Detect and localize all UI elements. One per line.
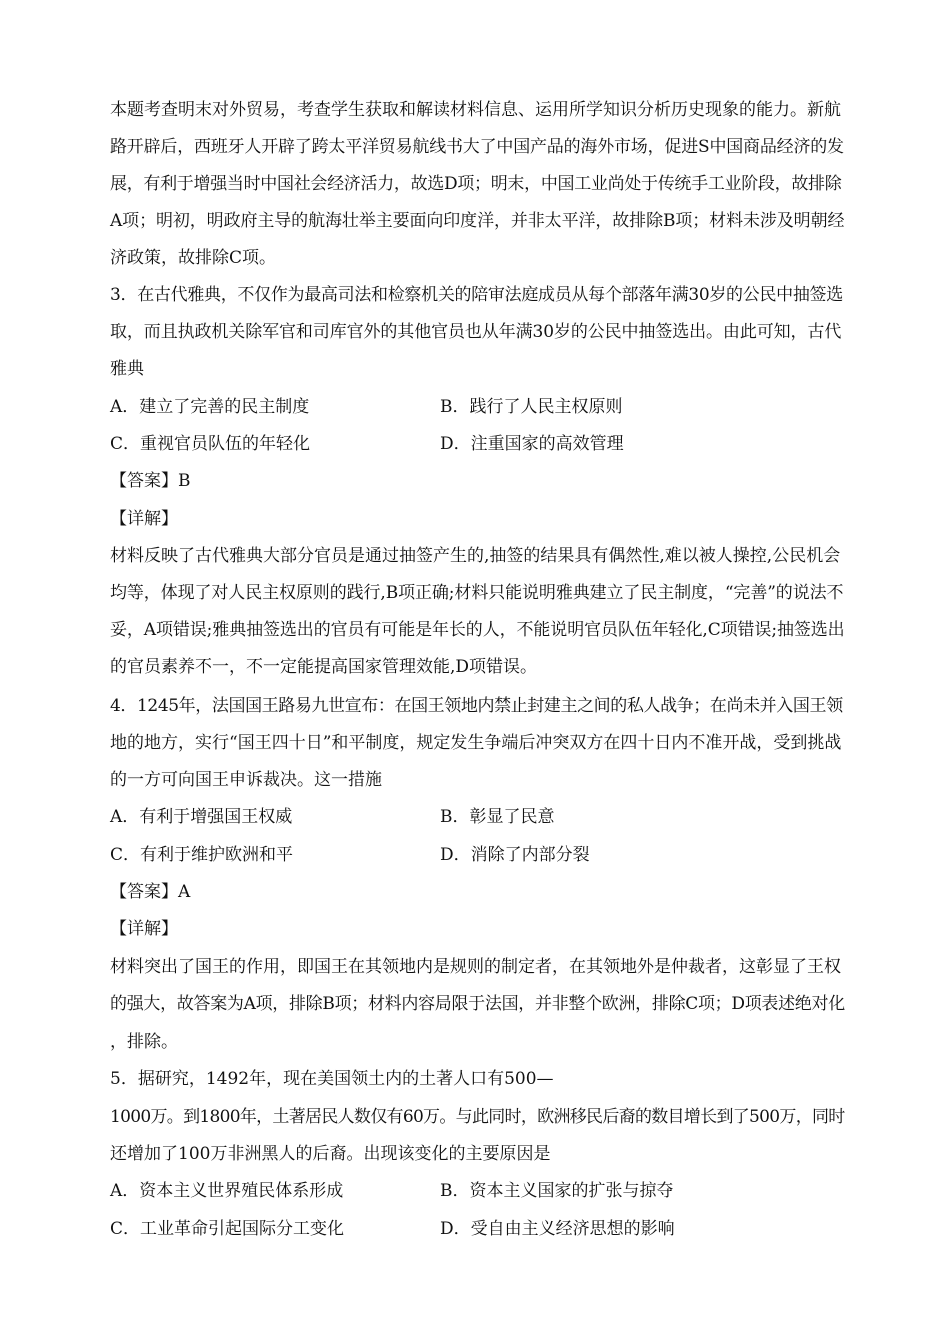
q3-detail-line-2: 均等，体现了对人民主权原则的践行,B项正确;材料只能说明雅典建立了民主制度，“完善”的说法不 (110, 583, 844, 603)
intro-line-3: 展，有利于增强当时中国社会经济活力，故选D项；明末，中国工业尚处于传统手工业阶段，故排除 (110, 174, 842, 194)
q3-detail-line-4: 的官员素养不一，不一定能提高国家管理效能,D项错误。 (110, 657, 538, 677)
q4-option-c: C．有利于维护欧洲和平 (110, 845, 294, 865)
q3-option-a: A．建立了完善的民主制度 (110, 397, 310, 417)
q4-detail-line-2: 的强大，故答案为A项，排除B项；材料内容局限于法国，并非整个欧洲，排除C项；D项表述绝对化 (110, 994, 845, 1014)
q5-option-d: D．受自由主义经济思想的影响 (440, 1219, 675, 1239)
intro-line-4: A项；明初，明政府主导的航海壮举主要面向印度洋，并非太平洋，故排除B项；材料未涉及明朝经 (110, 211, 845, 231)
intro-line-1: 本题考查明末对外贸易，考查学生获取和解读材料信息、运用所学知识分析历史现象的能力。新航 (110, 100, 841, 120)
q4-answer: 【答案】A (110, 882, 191, 902)
q3-detail-line-1: 材料反映了古代雅典大部分官员是通过抽签产生的,抽签的结果具有偶然性,难以被人操控,公民机会 (110, 546, 841, 566)
q3-option-b: B．践行了人民主权原则 (440, 397, 623, 417)
q3-detail-line-3: 妥，A项错误;雅典抽签选出的官员有可能是年长的人，不能说明官员队伍年轻化,C项错误;抽签选出 (110, 620, 845, 640)
intro-line-2: 路开辟后，西班牙人开辟了跨太平洋贸易航线书大了中国产品的海外市场，促进S中国商品经济的发 (110, 137, 844, 157)
q3-stem-line-2: 取，而且执政机关除军官和司库官外的其他官员也从年满30岁的公民中抽签选出。由此可知，古代 (110, 322, 842, 342)
q3-stem-line-1: 3．在古代雅典，不仅作为最高司法和检察机关的陪审法庭成员从每个部落年满30岁的公民中抽签选 (110, 285, 843, 305)
q3-option-c: C．重视官员队伍的年轻化 (110, 434, 311, 454)
intro-line-5: 济政策，故排除C项。 (110, 248, 277, 268)
q5-stem-line-3: 还增加了100万非洲黑人的后裔。出现该变化的主要原因是 (110, 1144, 551, 1164)
q4-stem-line-2: 地的地方，实行“国王四十日”和平制度，规定发生争端后冲突双方在四十日内不准开战，受到挑战 (110, 733, 842, 753)
q4-option-a: A．有利于增强国王权威 (110, 807, 293, 827)
q4-detail-line-1: 材料突出了国王的作用，即国王在其领地内是规则的制定者，在其领地外是仲裁者，这彰显了王权 (110, 957, 841, 977)
q4-detail-label: 【详解】 (110, 919, 178, 939)
q4-stem-line-3: 的一方可向国王申诉裁决。这一措施 (110, 770, 382, 790)
q3-stem-line-3: 雅典 (110, 359, 144, 379)
q5-stem-line-1: 5．据研究，1492年，现在美国领土内的土著人口有500— (110, 1069, 554, 1089)
q4-option-d: D．消除了内部分裂 (440, 845, 590, 865)
q5-stem-line-2: 1000万。到1800年，土著居民人数仅有60万。与此同时，欧洲移民后裔的数目增长到了500万，同时 (110, 1107, 845, 1127)
q5-option-c: C．工业革命引起国际分工变化 (110, 1219, 345, 1239)
q3-detail-label: 【详解】 (110, 509, 178, 529)
q4-stem-line-1: 4．1245年，法国国王路易九世宣布：在国王领地内禁止封建主之间的私人战争；在尚未并入国王领 (110, 696, 843, 716)
q5-option-b: B．资本主义国家的扩张与掠夺 (440, 1181, 674, 1201)
q5-option-a: A．资本主义世界殖民体系形成 (110, 1181, 344, 1201)
q4-option-b: B．彰显了民意 (440, 807, 555, 827)
q3-option-d: D．注重国家的高效管理 (440, 434, 624, 454)
q3-answer: 【答案】B (110, 471, 191, 491)
q4-detail-line-3: ，排除。 (110, 1032, 178, 1052)
